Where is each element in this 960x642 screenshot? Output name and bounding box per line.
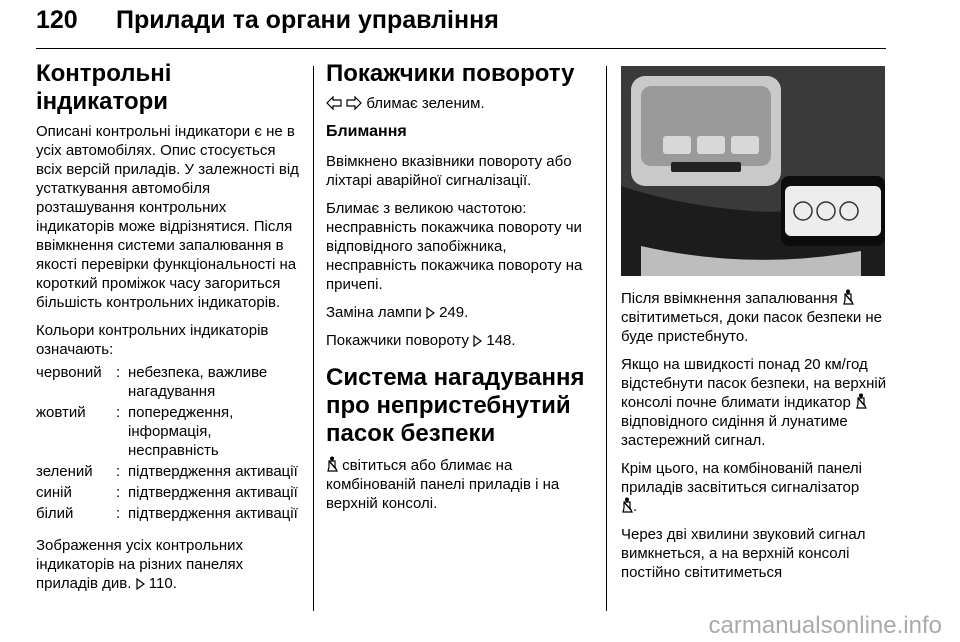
ref-page[interactable]: 249.: [439, 304, 469, 321]
page-ref-arrow-icon: [473, 332, 482, 349]
page-ref-arrow-icon: [426, 304, 435, 321]
text: світитиметься, доки пасок безпеки не буде пристебнуто.: [621, 309, 883, 345]
color-name: білий: [36, 505, 74, 522]
text: Крім цього, на комбінованій панелі приладів засвітиться сигналізатор: [621, 460, 863, 496]
column-1: [36, 60, 304, 602]
color-sep: :: [116, 463, 121, 480]
turn-right-arrow-icon: [346, 95, 362, 112]
paragraph: [621, 355, 887, 450]
column-3: [621, 289, 887, 591]
turn-signals-ref: [326, 331, 594, 350]
text: Якщо на швидкості понад 20 км/год відстебнути пасок безпеки, на верхній консолі почне блимати індикатор: [621, 356, 887, 411]
page-number: 120: [36, 6, 78, 34]
color-meaning: попередження, інформація, несправність: [128, 404, 234, 459]
color-row: [36, 462, 304, 483]
seatbelt-icon: [842, 290, 854, 307]
paragraph: Ввімкнено вказівники повороту або ліхтарі аварійної сигналізації.: [326, 153, 572, 189]
footer-text: Зображення усіх контрольних індикаторів на різних панелях приладів див.: [36, 537, 244, 592]
turn-signal-line: [326, 94, 594, 113]
seatbelt-icon: [326, 457, 338, 474]
footer-ref[interactable]: 110.: [148, 575, 177, 592]
column-divider: [606, 66, 607, 611]
colors-table: [36, 363, 304, 525]
color-name: жовтий: [36, 404, 86, 421]
colors-intro: Кольори контрольних індикаторів означають:: [36, 322, 269, 358]
text: .: [633, 498, 638, 515]
ref-text: Заміна лампи: [326, 304, 422, 321]
color-meaning: підтвердження активації: [128, 505, 298, 522]
color-sep: :: [116, 404, 121, 421]
paragraph: Через дві хвилини звуковий сигнал вимкнеться, а на верхній консолі постійно світитиметься: [621, 526, 866, 581]
seatbelt-paragraph: [326, 456, 594, 513]
color-sep: :: [116, 505, 121, 522]
column-divider: [313, 66, 314, 611]
intro-paragraph: Описані контрольні індикатори є не в усіх автомобілях. Опис стосується всіх версій приладів. У залежності від устаткування автомобіля розташування контрольних індикаторів може відрізнятися. Після ввімкнення системи запалювання в якості перевірки функціональності на короткий проміжок часу загориться більшість контрольних індикаторів.: [36, 123, 299, 311]
color-sep: :: [116, 484, 121, 501]
color-row: [36, 483, 304, 504]
paragraph: Блимає з великою частотою: несправність покажчика повороту чи відповідного запобіжника, несправність покажчика повороту на причепі.: [326, 200, 583, 293]
page-ref-arrow-icon: [136, 575, 145, 592]
seatbelt-icon: [621, 498, 633, 515]
footer-paragraph: [36, 536, 304, 593]
color-row: [36, 403, 304, 462]
color-sep: :: [116, 364, 121, 381]
section-heading-seatbelt-reminder: Система нагадування про непристебнутий пасок безпеки: [326, 364, 585, 447]
color-meaning: небезпека, важливе нагадування: [128, 364, 268, 400]
subheading-flashing: Блимання: [326, 123, 407, 140]
color-name: червоний: [36, 364, 102, 381]
color-row: [36, 504, 304, 525]
bulb-replacement-ref: [326, 303, 594, 322]
color-name: синій: [36, 484, 72, 501]
turn-signal-text: блимає зеленим.: [366, 95, 485, 112]
ref-text: Покажчики повороту: [326, 332, 470, 349]
color-meaning: підтвердження активації: [128, 484, 298, 501]
header-rule: [36, 48, 886, 49]
color-meaning: підтвердження активації: [128, 463, 298, 480]
seatbelt-text: світиться або блимає на комбінованій панелі приладів і на верхній консолі.: [326, 457, 560, 512]
text: відповідного сидіння й лунатиме застережний сигнал.: [621, 413, 848, 449]
section-heading-turn-signals: Покажчики повороту: [326, 60, 575, 87]
section-heading-indicators: Контрольні індикатори: [36, 60, 172, 115]
text: Після ввімкнення запалювання: [621, 290, 838, 307]
paragraph: [621, 459, 887, 516]
page-title: Прилади та органи управління: [116, 6, 499, 34]
paragraph: [621, 289, 887, 346]
color-row: [36, 363, 304, 403]
overhead-console-photo: [621, 66, 885, 276]
ref-page[interactable]: 148.: [486, 332, 516, 349]
color-name: зелений: [36, 463, 93, 480]
turn-left-arrow-icon: [326, 95, 342, 112]
seatbelt-icon: [855, 394, 867, 411]
column-2: [326, 60, 594, 522]
watermark: carmanualsonline.info: [708, 612, 942, 639]
